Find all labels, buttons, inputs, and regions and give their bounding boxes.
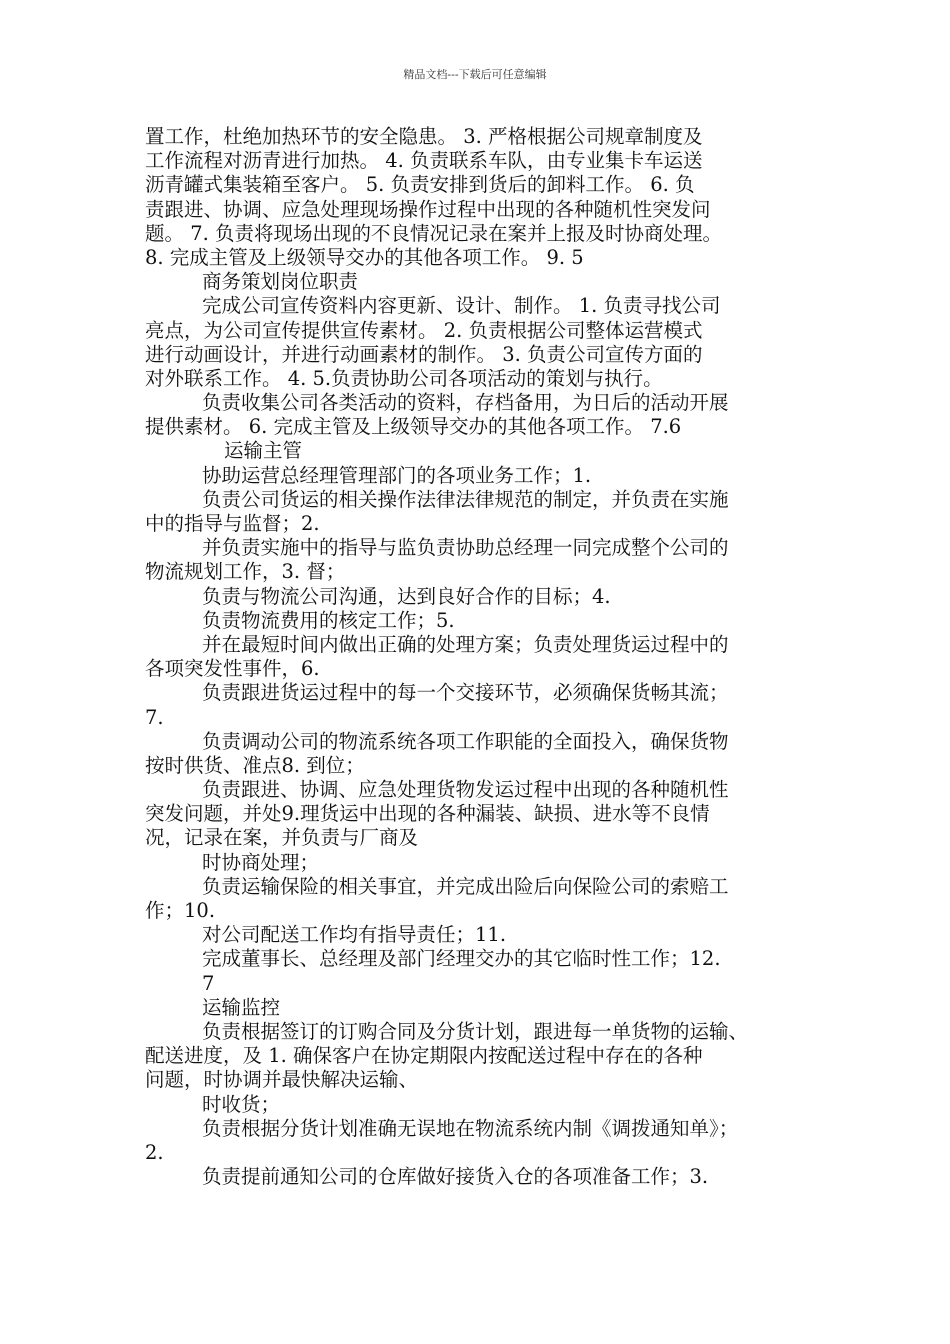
text-line: 7. xyxy=(145,705,164,729)
text-line: 协助运营总经理管理部门的各项业务工作；1. xyxy=(202,463,592,487)
text-line: 负责提前通知公司的仓库做好接货入仓的各项准备工作；3. xyxy=(202,1165,709,1189)
text-line: 商务策划岗位职责 xyxy=(202,270,359,294)
text-line: 配送进度，及 1. 确保客户在协定期限内按配送过程中存在的各种 xyxy=(145,1044,703,1068)
text-line: 题。 7. 负责将现场出现的不良情况记录在案并上报及时协商处理。 xyxy=(145,221,723,245)
text-line: 并在最短时间内做出正确的处理方案；负责处理货运过程中的 xyxy=(202,632,729,656)
text-line: 负责物流费用的核定工作；5. xyxy=(202,608,455,632)
text-line: 负责根据签订的订购合同及分货计划，跟进每一单货物的运输、 xyxy=(202,1019,749,1043)
text-line: 责跟进、协调、应急处理现场操作过程中出现的各种随机性突发问 xyxy=(145,197,711,221)
text-line: 负责调动公司的物流系统各项工作职能的全面投入，确保货物 xyxy=(202,729,729,753)
text-line: 问题，时协调并最快解决运输、 xyxy=(145,1068,419,1092)
text-line: 时收货； xyxy=(202,1092,281,1116)
text-line: 时协商处理； xyxy=(202,850,320,874)
text-line: 并负责实施中的指导与监负责协助总经理一同完成整个公司的 xyxy=(202,536,729,560)
text-line: 7 xyxy=(202,971,215,995)
text-line: 沥青罐式集装箱至客户。 5. 负责安排到货后的卸料工作。 6. 负 xyxy=(145,173,695,197)
text-line: 负责跟进货运过程中的每一个交接环节，必须确保货畅其流； xyxy=(202,681,729,705)
text-line: 8. 完成主管及上级领导交办的其他各项工作。 9. 5 xyxy=(145,245,584,269)
text-line: 提供素材。 6. 完成主管及上级领导交办的其他各项工作。 7.6 xyxy=(145,415,682,439)
text-line: 负责根据分货计划准确无误地在物流系统内制《调拨通知单》； xyxy=(202,1116,739,1140)
text-line: 负责运输保险的相关事宜，并完成出险后向保险公司的索赔工 xyxy=(202,874,729,898)
document-body xyxy=(145,125,815,1189)
text-line: 置工作，杜绝加热环节的安全隐患。 3. 严格根据公司规章制度及 xyxy=(145,125,703,148)
text-line: 按时供货、准点8. 到位； xyxy=(145,753,365,777)
text-line: 负责公司货运的相关操作法律法律规范的制定，并负责在实施 xyxy=(202,487,729,511)
text-line: 各项突发性事件，6. xyxy=(145,657,320,681)
text-line: 突发问题，并处9.理货运中出现的各种漏装、缺损、进水等不良情 xyxy=(145,802,710,826)
text-line: 况，记录在案，并负责与厂商及 xyxy=(145,826,419,850)
text-line: 物流规划工作，3. 督； xyxy=(145,560,346,584)
text-line: 负责与物流公司沟通，达到良好合作的目标；4. xyxy=(202,584,611,608)
text-line: 运输监控 xyxy=(202,995,281,1019)
text-line: 进行动画设计，并进行动画素材的制作。 3. 负责公司宣传方面的 xyxy=(145,342,703,366)
text-line: 亮点，为公司宣传提供宣传素材。 2. 负责根据公司整体运营模式 xyxy=(145,318,703,342)
text-line: 负责跟进、协调、应急处理货物发运过程中出现的各种随机性 xyxy=(202,778,729,802)
text-line: 对公司配送工作均有指导责任；11. xyxy=(202,923,507,947)
text-line: 工作流程对沥青进行加热。 4. 负责联系车队，由专业集卡车运送 xyxy=(145,149,703,173)
text-line: 作；10. xyxy=(145,899,216,922)
text-line: 完成董事长、总经理及部门经理交办的其它临时性工作；12. xyxy=(202,947,721,971)
text-line: 对外联系工作。 4. 5.负责协助公司各项活动的策划与执行。 xyxy=(145,366,663,390)
page-header: 精品文档---下载后可任意编辑 xyxy=(403,68,547,81)
text-line: 运输主管 xyxy=(224,439,303,463)
text-line: 2. xyxy=(145,1140,164,1164)
text-line: 负责收集公司各类活动的资料，存档备用，为日后的活动开展 xyxy=(202,391,729,415)
text-line: 中的指导与监督；2. xyxy=(145,512,320,535)
text-line: 完成公司宣传资料内容更新、设计、制作。 1. 负责寻找公司 xyxy=(202,294,721,318)
